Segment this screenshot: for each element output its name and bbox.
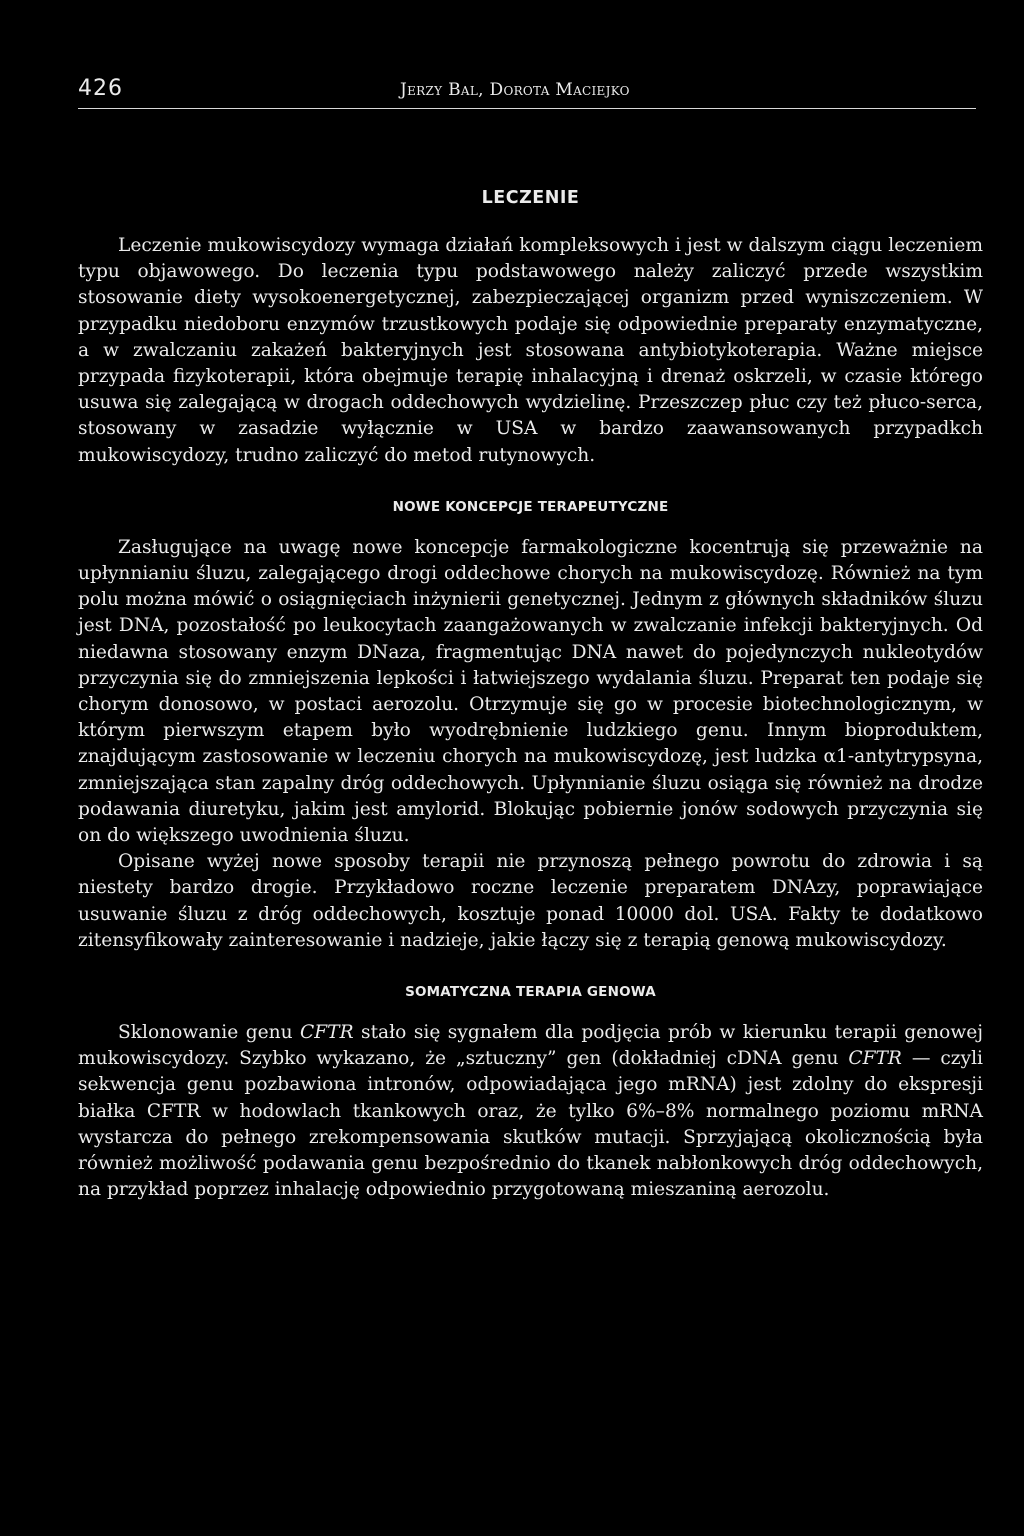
text-run: Sklonowanie genu: [118, 1022, 301, 1044]
running-head: Jerzy Bal, Dorota Maciejko: [400, 80, 630, 100]
page-body: [78, 188, 983, 1204]
paragraph-nowe-koncepcje-2: Opisane wyżej nowe sposoby terapii nie przynoszą pełnego powrotu do zdrowia i są niestety bardzo drogie. Przykładowo roczne leczenie preparatem DNAzy, poprawiające usuwanie śluzu z dróg oddechowych, kosztuje ponad 10000 dol. USA. Fakty te dodatkowo zitensyfikowały zainteresowanie i nadzieje, jakie łączy się z terapią genową mukowiscydozy.: [78, 851, 983, 951]
section-title-nowe-koncepcje: NOWE KONCEPCJE TERAPEUTYCZNE: [392, 498, 669, 515]
paragraph-leczenie: Leczenie mukowiscydozy wymaga działań kompleksowych i jest w dalszym ciągu leczeniem typu objawowego. Do leczenia typu podstawowego należy zaliczyć przede wszystkim stosowanie diety wysokoenergetycznej, zabezpieczającej organizm przed wyniszczeniem. W przypadku niedoboru enzymów trzustkowych podaje się odpowiednie preparaty enzymatyczne, a w zwalczaniu zakażeń bakteryjnych jest stosowana antybiotykoterapia. Ważne miejsce przypada fizykoterapii, która obejmuje terapię inhalacyjną i drenaż oskrzeli, w czasie którego usuwa się zalegającą w drogach oddechowych wydzielinę. Przeszczep płuc czy też płuco-serca, stosowany w zasadzie wyłącznie w USA w bardzo zaawansowanych przypadkch mukowiscydozy, trudno zaliczyć do metod rutynowych.: [78, 235, 983, 466]
section-title-leczenie: LECZENIE: [481, 188, 580, 208]
page-number: 426: [78, 76, 123, 101]
gene-name-cftr: CFTR: [848, 1048, 902, 1070]
paragraph-somatyczna-terapia: [78, 1020, 983, 1203]
gene-name-cftr: CFTR: [300, 1022, 354, 1044]
page-header: [78, 76, 976, 109]
section-title-somatyczna-terapia: SOMATYCZNA TERAPIA GENOWA: [405, 984, 656, 1001]
text-run: stało się sygnałem dla podjęcia prób w kierunku terapii genowej mukowiscydozy. Szybko wykazano, że „sztuczny” gen (dokładniej cDNA genu: [78, 1022, 983, 1070]
paragraph-nowe-koncepcje-1: Zasługujące na uwagę nowe koncepcje farmakologiczne kocentrują się przeważnie na upłynnianiu śluzu, zalegającego drogi oddechowe chorych na mukowiscydozę. Również na tym polu można mówić o osiągnięciach inżynierii genetycznej. Jednym z głównych składników śluzu jest DNA, pozostałość po leukocytach zaangażowanych w zwalczanie infekcji bakteryjnych. Od niedawna stosowany enzym DNaza, fragmentując DNA nawet do pojedynczych nukleotydów przyczynia się do zmniejszenia lepkości i łatwiejszego wydalania śluzu. Preparat ten podaje się chorym donosowo, w postaci aerozolu. Otrzymuje się go w procesie biotechnologicznym, w którym pierwszym etapem było wyodrębnienie ludzkiego genu. Innym bioproduktem, znajdującym zastosowanie w leczeniu chorych na mukowiscydozę, jest ludzka α1-antytrypsyna, zmniejszająca stan zapalny dróg oddechowych. Upłynnianie śluzu osiąga się również na drodze podawania diuretyku, jakim jest amylorid. Blokując pobiernie jonów sodowych przyczynia się on do większego uwodnienia śluzu.: [78, 536, 983, 847]
text-run: — czyli sekwencja genu pozbawiona intronów, odpowiadająca jego mRNA) jest zdolny do ekspresji białka CFTR w hodowlach tkankowych oraz, że tylko 6%–8% normalnego poziomu mRNA wystarcza do pełnego zrekompensowania skutków mutacji. Sprzyjającą okolicznością była również możliwość podawania genu bezpośrednio do tkanek nabłonkowych dróg oddechowych, na przykład poprzez inhalację odpowiednio przygotowaną mieszaniną aerozolu.: [78, 1048, 983, 1201]
